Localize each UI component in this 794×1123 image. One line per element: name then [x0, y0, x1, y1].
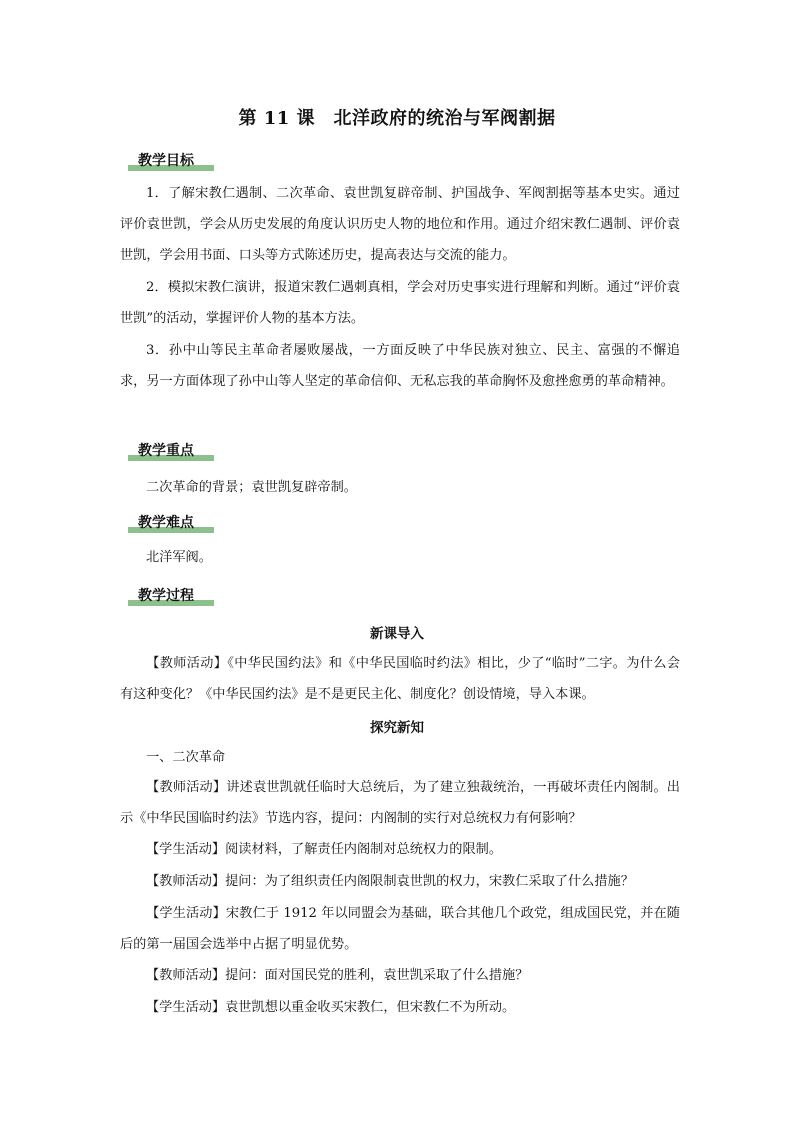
- subheading-second-revolution: 一、二次革命: [146, 750, 226, 765]
- intro-heading: 新课导入: [370, 626, 424, 642]
- activity-paragraph: 【教师活动】提问：为了组织责任内阁限制袁世凯的权力，宋教仁采取了什么措施？: [146, 874, 634, 889]
- section-label: 教学难点: [138, 515, 194, 531]
- activity-paragraph: 【学生活动】阅读材料，了解责任内阁制对总统权力的限制。: [146, 842, 503, 857]
- section-label: 教学重点: [138, 443, 194, 459]
- section-header-difficulty: [128, 512, 214, 534]
- goal-paragraph-3: 3．孙中山等民主革命者屡败屡战，一方面反映了中华民族对独立、民主、富强的不懈追求，另一方面体现了孙中山等人坚定的革命信仰、无私忘我的革命胸怀及愈挫愈勇的革命精神。: [120, 343, 680, 389]
- difficulty-text: 北洋军阀。: [146, 550, 212, 565]
- section-label: 教学过程: [138, 588, 194, 604]
- activity-paragraph: 【教师活动】提问：面对国民党的胜利，袁世凯采取了什么措施？: [146, 968, 529, 983]
- page-title: 第 11 课 北洋政府的统治与军阀割据: [238, 108, 556, 129]
- explore-heading: 探究新知: [370, 720, 424, 736]
- activity-paragraph: 【学生活动】袁世凯想以重金收买宋教仁，但宋教仁不为所动。: [146, 1000, 516, 1015]
- goal-paragraph-2: 2．模拟宋教仁演讲，报道宋教仁遇刺真相，学会对历史事实进行理解和判断。通过“评价袁世凯”的活动，掌握评价人物的基本方法。: [120, 280, 680, 326]
- section-label: 教学目标: [138, 153, 194, 169]
- section-header-key: [128, 440, 214, 462]
- section-header-process: [128, 585, 214, 607]
- goal-paragraph-1: 1．了解宋教仁遇制、二次革命、袁世凯复辟帝制、护国战争、军阀割据等基本史实。通过评价袁世凯，学会从历史发展的角度认识历史人物的地位和作用。通过介绍宋教仁遇制、评价袁世凯，学会用书面、口头等方式陈述历史，提高表达与交流的能力。: [120, 186, 680, 263]
- key-point-text: 二次革命的背景；袁世凯复辟帝制。: [146, 480, 357, 495]
- activity-paragraph: 【学生活动】宋教仁于 1912 年以同盟会为基础，联合其他几个政党，组成国民党，并在随后的第一届国会选举中占据了明显优势。: [120, 906, 680, 952]
- activity-paragraph: 【教师活动】讲述袁世凯就任临时大总统后，为了建立独裁统治，一再破坏责任内阁制。出示《中华民国临时约法》节选内容，提问：内阁制的实行对总统权力有何影响？: [120, 780, 680, 826]
- intro-paragraph: 【教师活动】《中华民国约法》和《中华民国临时约法》相比，少了“临时”二字。为什么会有这种变化？《中华民国约法》是不是更民主化、制度化？创设情境，导入本课。: [120, 656, 680, 702]
- section-header-goals: [128, 150, 214, 172]
